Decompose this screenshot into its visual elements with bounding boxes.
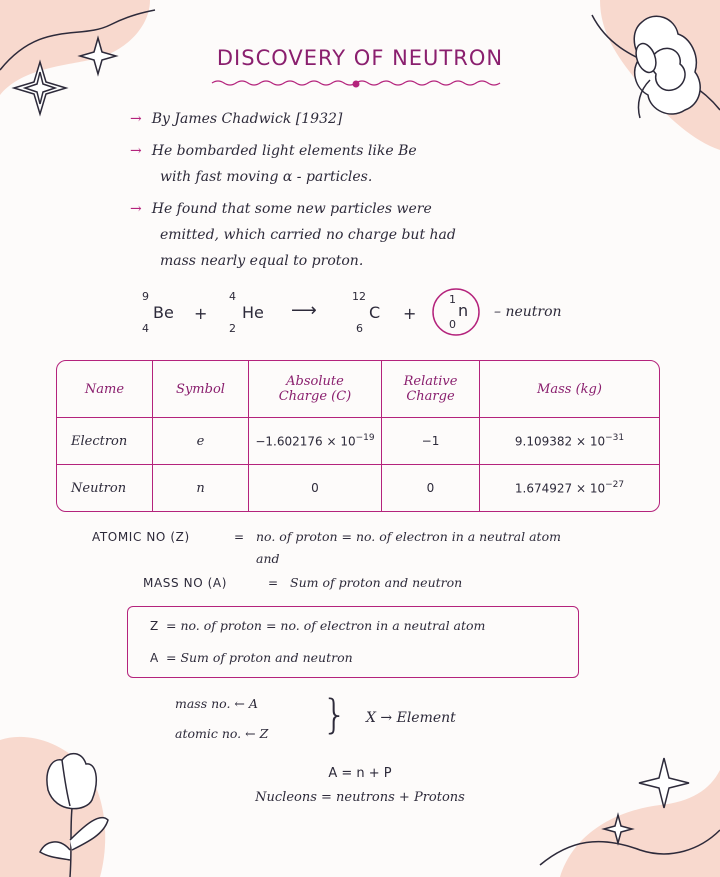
cell-relative-charge: 0 [382, 465, 480, 511]
c-mass-number: 12 [352, 290, 366, 303]
box-a-symbol: A [150, 651, 159, 665]
be-symbol: Be [153, 303, 174, 322]
atomic-number-definition: no. of proton = no. of electron in a neutral atom [256, 529, 561, 544]
cell-absolute-charge: 0 [249, 465, 382, 511]
bullet-text: emitted, which carried no charge but had [160, 227, 456, 243]
header-text: Relative [403, 374, 458, 389]
box-a-definition: = Sum of proton and neutron [166, 650, 353, 665]
cell-exponent: −27 [605, 479, 625, 490]
cell-value: −1.602176 × 10 [255, 434, 356, 449]
bullet-text: By James Chadwick [1932] [151, 111, 343, 127]
header-text: Charge (C) [278, 389, 352, 404]
particle-table [56, 360, 660, 512]
cell-name: Electron [57, 418, 153, 465]
neutron-label: – neutron [494, 304, 562, 320]
mass-number-formula: A = n + P [328, 766, 392, 781]
equals-sign: = [268, 576, 279, 590]
arrow-icon: → [130, 111, 142, 127]
page-title: DISCOVERY OF NEUTRON [216, 46, 504, 70]
equals-sign: = [234, 530, 245, 544]
and-text: and [256, 551, 280, 566]
he-atomic-number: 2 [229, 322, 236, 335]
table-header-row [57, 361, 659, 418]
cell-absolute-charge [249, 418, 382, 465]
n-mass-number: 1 [449, 293, 456, 306]
corner-blob-bottom-right [560, 770, 720, 877]
atomic-number-label: ATOMIC NO (Z) [92, 530, 190, 544]
bullet-finding-cont-1 [130, 222, 456, 248]
cell-value: 1.674927 × 10 [514, 481, 606, 496]
bullet-finding-cont-2 [130, 248, 363, 274]
element-notation: X → Element [366, 710, 456, 726]
bullet-experiment-cont [130, 164, 372, 190]
cell-name: Neutron [57, 465, 153, 511]
bullet-text: He bombarded light elements like Be [151, 143, 417, 159]
be-atomic-number: 4 [142, 322, 149, 335]
cell-mass [480, 465, 659, 511]
bullet-finding [130, 196, 432, 222]
he-symbol: He [242, 303, 264, 322]
mass-number-label: MASS NO (A) [143, 576, 228, 590]
atomic-number-notation: atomic no. ← Z [175, 726, 269, 741]
cell-value: 9.109382 × 10 [514, 434, 606, 449]
header-mass: Mass (kg) [480, 361, 659, 418]
mass-number-notation: mass no. ← A [175, 696, 258, 711]
n-atomic-number: 0 [449, 318, 456, 331]
neutron-circle [433, 289, 479, 335]
bullet-experiment [130, 138, 417, 164]
plus-sign: + [194, 304, 208, 323]
plus-sign: + [403, 304, 417, 323]
curly-brace: } [322, 692, 348, 738]
cell-mass [480, 418, 659, 465]
table-row [57, 418, 659, 465]
bullet-text: mass nearly equal to proton. [160, 253, 364, 269]
title-underline-dot [353, 81, 360, 88]
nucleons-formula: Nucleons = neutrons + Protons [255, 790, 465, 805]
be-mass-number: 9 [142, 290, 149, 303]
cell-symbol: n [153, 465, 249, 511]
cell-exponent: −31 [605, 432, 625, 443]
c-symbol: C [369, 303, 381, 322]
n-symbol: n [458, 301, 469, 320]
header-text: Charge [406, 389, 455, 404]
header-symbol: Symbol [153, 361, 249, 418]
c-atomic-number: 6 [356, 322, 363, 335]
bullet-text: He found that some new particles were [151, 201, 432, 217]
arrow-icon: → [130, 143, 142, 159]
box-z-definition: = no. of proton = no. of electron in a neutral atom [166, 618, 486, 633]
arrow-icon: → [130, 201, 142, 217]
header-name: Name [57, 361, 153, 418]
cell-relative-charge: −1 [382, 418, 480, 465]
he-mass-number: 4 [229, 290, 236, 303]
header-absolute-charge [249, 361, 382, 418]
header-text: Absolute [286, 374, 344, 389]
bullet-discoverer [130, 106, 342, 132]
summary-box [127, 606, 579, 678]
box-z-symbol: Z [150, 619, 159, 633]
mass-number-definition: Sum of proton and neutron [290, 575, 463, 590]
cell-symbol: e [153, 418, 249, 465]
bullet-text: with fast moving α - particles. [160, 169, 373, 185]
cell-exponent: −19 [355, 432, 375, 443]
table-row [57, 465, 659, 511]
header-relative-charge [382, 361, 480, 418]
reaction-arrow: ⟶ [291, 300, 317, 321]
